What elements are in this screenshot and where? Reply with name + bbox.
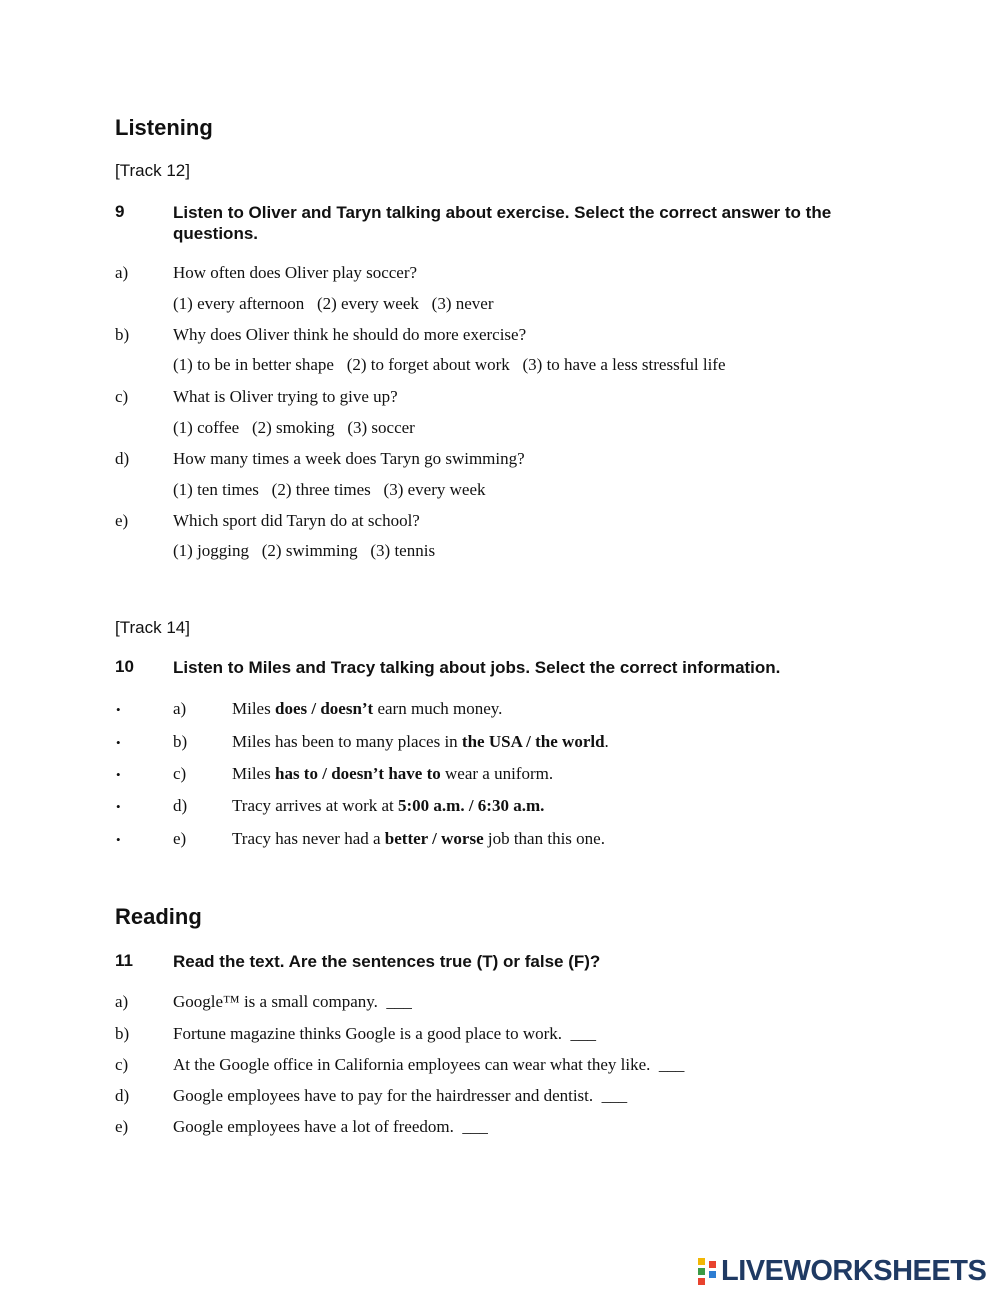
question-number: 10 [115, 657, 134, 676]
question-prompt: Listen to Oliver and Taryn talking about exercise. Select the correct answer to the questions. [173, 203, 832, 243]
statement [232, 764, 553, 784]
bullet: • [116, 832, 121, 847]
logo-text: LIVEWORKSHEETS [721, 1255, 987, 1287]
question-number: 11 [115, 951, 133, 970]
item-letter: a) [115, 263, 129, 282]
item-letter: d) [115, 449, 130, 468]
statement-text: wear a uniform. [440, 764, 554, 783]
answer-options[interactable]: (1) jogging (2) swimming (3) tennis [173, 541, 436, 560]
track-label: [Track 12] [115, 161, 190, 180]
true-false-statement[interactable]: Fortune magazine thinks Google is a good place to work. ___ [173, 1024, 597, 1043]
item-letter: b) [173, 732, 188, 751]
statement-text: Miles has been to many places in [232, 732, 462, 751]
item-letter: e) [115, 511, 129, 530]
question-number: 9 [115, 202, 125, 221]
question-prompt: Read the text. Are the sentences true (T) or false (F)? [173, 952, 601, 971]
statement-text: earn much money. [373, 699, 503, 718]
question-text: How often does Oliver play soccer? [173, 263, 418, 282]
choice-options[interactable]: has to / doesn’t have to [274, 764, 441, 783]
statement [232, 732, 609, 752]
question-text: Which sport did Taryn do at school? [173, 511, 420, 530]
true-false-statement[interactable]: Google™ is a small company. ___ [173, 992, 412, 1011]
statement-text: job than this one. [483, 829, 605, 848]
item-letter: c) [115, 1055, 129, 1074]
item-letter: a) [173, 699, 187, 718]
statement [232, 699, 502, 719]
statement-text: Miles [232, 699, 275, 718]
item-letter: d) [115, 1086, 130, 1105]
item-letter: d) [173, 796, 188, 815]
question-text: Why does Oliver think he should do more exercise? [173, 325, 527, 344]
statement-text: Miles [232, 764, 275, 783]
item-letter: b) [115, 325, 130, 344]
statement-text: . [604, 732, 609, 751]
answer-options[interactable]: (1) every afternoon (2) every week (3) never [173, 294, 494, 313]
question-prompt: Listen to Miles and Tracy talking about jobs. Select the correct information. [173, 658, 781, 677]
section-heading-listening: Listening [115, 115, 213, 140]
choice-options[interactable]: better / worse [384, 829, 484, 848]
bullet: • [116, 702, 121, 717]
item-letter: c) [115, 387, 129, 406]
logo-blocks-icon [697, 1258, 719, 1284]
answer-options[interactable]: (1) ten times (2) three times (3) every week [173, 480, 486, 499]
true-false-statement[interactable]: Google employees have a lot of freedom. ___ [173, 1117, 488, 1136]
statement [232, 829, 605, 849]
statement [232, 796, 544, 816]
answer-options[interactable]: (1) to be in better shape (2) to forget about work (3) to have a less stressful life [173, 355, 726, 374]
item-letter: c) [173, 764, 187, 783]
question-text: What is Oliver trying to give up? [173, 387, 398, 406]
item-letter: a) [115, 992, 129, 1011]
choice-options[interactable]: the USA / the world [461, 732, 605, 751]
true-false-statement[interactable]: Google employees have to pay for the hairdresser and dentist. ___ [173, 1086, 628, 1105]
item-letter: e) [115, 1117, 129, 1136]
question-text: How many times a week does Taryn go swimming? [173, 449, 525, 468]
choice-options[interactable]: 5:00 a.m. / 6:30 a.m. [398, 796, 545, 815]
bullet: • [116, 767, 121, 782]
item-letter: e) [173, 829, 187, 848]
bullet: • [116, 799, 121, 814]
liveworksheets-logo [697, 1255, 997, 1287]
statement-text: Tracy has never had a [232, 829, 385, 848]
item-letter: b) [115, 1024, 130, 1043]
bullet: • [116, 735, 121, 750]
true-false-statement[interactable]: At the Google office in California employees can wear what they like. ___ [173, 1055, 685, 1074]
choice-options[interactable]: does / doesn’t [274, 699, 374, 718]
track-label: [Track 14] [115, 618, 190, 637]
answer-options[interactable]: (1) coffee (2) smoking (3) soccer [173, 418, 415, 437]
statement-text: Tracy arrives at work at [232, 796, 399, 815]
section-heading-reading: Reading [115, 904, 202, 929]
